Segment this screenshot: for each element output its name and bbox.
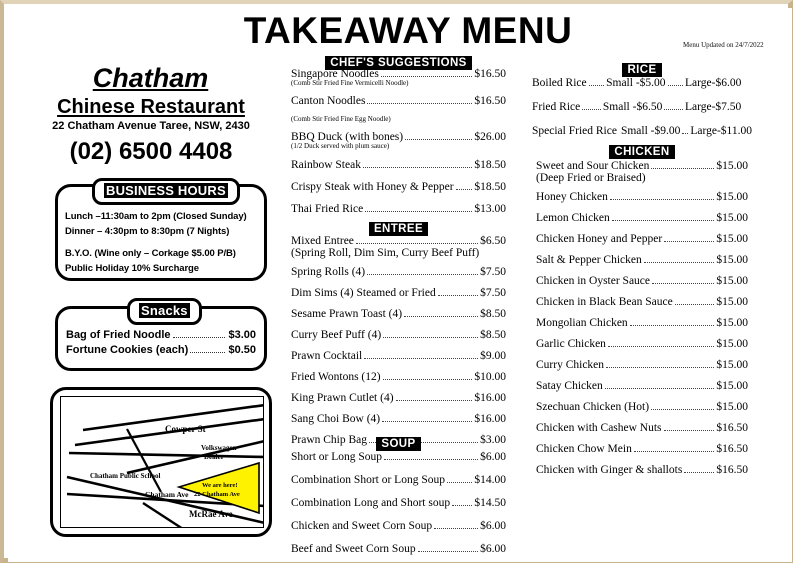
menu-item	[291, 287, 506, 299]
menu-item-name: Spring Rolls (4)	[291, 265, 366, 278]
leader-dots	[664, 430, 715, 431]
menu-updated-date: Menu Updated on 24/7/2022	[683, 41, 764, 49]
menu-item-price: $15.00	[716, 190, 748, 203]
menu-item-name: Singapore Noodles	[291, 68, 379, 80]
menu-item	[291, 235, 506, 247]
leader-dots	[456, 189, 473, 190]
menu-item-price: $16.00	[474, 412, 506, 425]
snack-item-price: $3.00	[228, 329, 256, 341]
leader-dots	[634, 451, 715, 452]
menu-item-price: $15.00	[716, 295, 748, 308]
menu-item	[536, 296, 748, 308]
leader-dots	[610, 199, 715, 200]
menu-item-price: $8.50	[480, 307, 506, 320]
snack-item-name: Bag of Fried Noodle	[66, 329, 171, 341]
menu-item-price: $10.00	[474, 370, 506, 383]
menu-item-name: Prawn Chip Bag	[291, 433, 368, 446]
leader-dots	[684, 472, 714, 473]
menu-item-price: $16.50	[716, 442, 748, 455]
menu-item	[291, 474, 506, 486]
menu-item	[536, 443, 748, 455]
restaurant-name: Chatham	[92, 63, 209, 93]
menu-item-name: Chicken with Ginger & shallots	[536, 463, 683, 476]
leader-dots	[356, 243, 478, 244]
leader-dots	[367, 103, 472, 104]
map-label-chatham-ave: Chatham Ave	[145, 490, 189, 499]
hours-spacer	[65, 241, 261, 248]
rice-item	[532, 77, 757, 89]
menu-item	[536, 160, 748, 172]
menu-section-rice	[532, 77, 757, 137]
leader-dots	[190, 352, 225, 353]
leader-dots	[664, 109, 683, 110]
menu-item-price: $15.00	[716, 253, 748, 266]
snack-item	[66, 344, 256, 356]
menu-item	[536, 212, 748, 224]
menu-item-description: (Comb Stir Fried Fine Egg Noodle)	[291, 114, 391, 123]
menu-item-name: Chicken in Oyster Sauce	[536, 274, 651, 287]
menu-section-chefs-suggestions	[291, 68, 506, 215]
menu-item-name: Combination Long and Short soup	[291, 497, 451, 509]
menu-item	[536, 233, 748, 245]
menu-item	[291, 95, 506, 107]
leader-dots	[447, 482, 472, 483]
menu-item	[291, 329, 506, 341]
leader-dots	[608, 346, 714, 347]
menu-item	[291, 159, 506, 171]
menu-item-name: Fried Wontons (12)	[291, 370, 381, 383]
menu-item-name: Beef and Sweet Corn Soup	[291, 543, 416, 555]
menu-item-price: $15.00	[716, 274, 748, 287]
menu-item-price: $15.00	[716, 232, 748, 245]
menu-item-name: King Prawn Cutlet (4)	[291, 391, 394, 404]
menu-item	[536, 317, 748, 329]
leader-dots	[589, 85, 604, 86]
snacks-heading	[127, 298, 202, 325]
menu-item-description: (Spring Roll, Dim Sim, Curry Beef Puff)	[291, 247, 480, 259]
leader-dots	[365, 211, 472, 212]
menu-item-name: Combination Short or Long Soup	[291, 474, 445, 486]
menu-item	[536, 338, 748, 350]
leader-dots	[404, 316, 478, 317]
hours-line: B.Y.O. (Wine only – Corkage $5.00 P/B)	[65, 248, 236, 259]
menu-item-price: $3.00	[480, 433, 506, 446]
menu-item-name: Curry Chicken	[536, 358, 605, 371]
menu-item-name: Mongolian Chicken	[536, 316, 628, 329]
menu-item-price: $6.50	[480, 235, 506, 247]
page-title: TAKEAWAY MENU	[243, 10, 573, 51]
leader-dots	[381, 76, 473, 77]
leader-dots	[438, 295, 478, 296]
section-header-label: ENTREE	[369, 222, 428, 236]
map-marker-line-1: We are here!	[202, 482, 238, 489]
leader-dots	[418, 551, 479, 552]
rice-item-large-price: Large-$7.50	[685, 101, 742, 113]
menu-item-description: (Deep Fried or Braised)	[536, 172, 646, 184]
section-header-label: SOUP	[376, 437, 420, 451]
leader-dots	[405, 139, 472, 140]
menu-item-name: Chicken with Cashew Nuts	[536, 421, 662, 434]
menu-item-description: (Comb Stir Fried Fine Vermicelli Noodle)	[291, 79, 409, 87]
restaurant-phone: (02) 6500 4408	[69, 138, 233, 165]
menu-item-name: Sweet and Sour Chicken	[536, 160, 650, 172]
menu-item-price: $15.00	[716, 316, 748, 329]
menu-item	[536, 191, 748, 203]
snacks-list	[66, 329, 256, 359]
leader-dots	[612, 220, 715, 221]
menu-item-price: $14.50	[474, 497, 506, 509]
rice-item	[532, 125, 757, 137]
leader-dots	[382, 421, 472, 422]
menu-section-entree	[291, 235, 506, 446]
rice-item-small-price: Small -$5.00	[606, 77, 666, 89]
rice-item-name: Boiled Rice	[532, 77, 587, 89]
menu-item	[291, 350, 506, 362]
menu-item	[291, 497, 506, 509]
leader-dots	[363, 167, 472, 168]
menu-sheet	[8, 8, 792, 562]
leader-dots	[651, 409, 714, 410]
menu-item-name: Sang Choi Bow (4)	[291, 412, 381, 425]
leader-dots	[367, 274, 478, 275]
leader-dots	[664, 241, 714, 242]
menu-item	[536, 422, 748, 434]
menu-item-name: Honey Chicken	[536, 190, 608, 203]
leader-dots	[606, 367, 714, 368]
menu-item-price: $26.00	[474, 131, 506, 144]
leader-dots	[651, 168, 714, 169]
menu-item	[291, 181, 506, 193]
rice-item-large-price: Large-$6.00	[685, 77, 742, 89]
leader-dots	[644, 262, 715, 263]
location-map	[50, 387, 272, 537]
menu-item	[291, 266, 506, 278]
menu-item-price: $16.00	[474, 391, 506, 404]
menu-item-name: Dim Sims (4) Steamed or Fried	[291, 286, 436, 299]
hours-line: Dinner – 4:30pm to 8:30pm (7 Nights)	[65, 226, 230, 237]
section-header-soup	[291, 434, 506, 452]
menu-item-price: $15.00	[716, 400, 748, 413]
menu-item-price: $6.00	[480, 543, 506, 555]
menu-item-name: Chicken and Sweet Corn Soup	[291, 520, 433, 532]
menu-item-name: Canton Noodles	[291, 94, 366, 107]
menu-item	[291, 392, 506, 404]
leader-dots	[630, 325, 715, 326]
restaurant-address: 22 Chatham Avenue Taree, NSW, 2430	[52, 120, 250, 132]
menu-item-name: Mixed Entree	[291, 235, 354, 247]
menu-item-name: Thai Fried Rice	[291, 203, 364, 216]
menu-item-name: Curry Beef Puff (4)	[291, 328, 382, 341]
menu-item-name: Crispy Steak with Honey & Pepper	[291, 181, 454, 194]
menu-item-price: $6.00	[480, 451, 506, 463]
menu-item	[291, 203, 506, 215]
snacks-heading-label: Snacks	[141, 303, 188, 318]
menu-item-price: $8.50	[480, 328, 506, 341]
menu-item-price: $18.50	[474, 159, 506, 172]
leader-dots	[652, 283, 714, 284]
section-header-rice	[532, 60, 752, 78]
menu-section-chicken	[536, 160, 748, 476]
map-canvas	[60, 396, 264, 528]
menu-item-name: Prawn Cocktail	[291, 349, 363, 362]
menu-item-price: $16.50	[716, 421, 748, 434]
map-roads	[61, 397, 264, 528]
section-header-label: CHICKEN	[609, 145, 674, 159]
leader-dots	[682, 133, 688, 134]
menu-item	[291, 308, 506, 320]
menu-item-name: BBQ Duck (with bones)	[291, 131, 404, 144]
rice-item-small-price: Small -$9.00	[620, 125, 681, 137]
leader-dots	[384, 459, 478, 460]
section-header-chicken	[532, 142, 752, 160]
leader-dots	[396, 400, 473, 401]
leader-dots	[383, 337, 478, 338]
map-label-dealer: Dealer	[204, 453, 224, 461]
leader-dots	[675, 304, 715, 305]
menu-item-price: $16.50	[474, 68, 506, 80]
business-hours-heading	[92, 178, 240, 205]
map-label-mcrae-ave: McRae Ave	[189, 509, 233, 519]
snack-item-price: $0.50	[228, 344, 256, 356]
business-hours-content	[65, 211, 261, 274]
menu-item-name: Garlic Chicken	[536, 337, 606, 350]
menu-item-price: $16.50	[716, 463, 748, 476]
map-label-cowper-st: Cowper St	[165, 424, 206, 434]
menu-item-price: $14.00	[474, 474, 506, 486]
snack-item-name: Fortune Cookies (each)	[66, 344, 189, 356]
map-label-chatham-public-school: Chatham Public School	[90, 472, 161, 480]
business-hours-heading-label: BUSINESS HOURS	[106, 183, 226, 198]
section-header-label: RICE	[622, 63, 661, 77]
menu-item-name: Chicken Chow Mein	[536, 442, 632, 455]
menu-item-description: (1/2 Duck served with plum sauce)	[291, 142, 390, 151]
map-label-volkswagen: Volkswagen	[201, 444, 237, 452]
leader-dots	[173, 337, 226, 338]
menu-item-price: $9.00	[480, 349, 506, 362]
menu-item-name: Salt & Pepper Chicken	[536, 253, 642, 266]
section-header-label: CHEF'S SUGGESTIONS	[325, 56, 471, 70]
restaurant-subtitle: Chinese Restaurant	[57, 96, 245, 118]
menu-item-price: $6.00	[480, 520, 506, 532]
menu-item	[291, 520, 506, 532]
menu-item	[291, 371, 506, 383]
menu-item	[536, 380, 748, 392]
rice-item	[532, 101, 757, 113]
menu-item-price: $18.50	[474, 181, 506, 194]
leader-dots	[582, 109, 601, 110]
rice-item-name: Special Fried Rice	[532, 125, 617, 137]
menu-item-name: Chicken Honey and Pepper	[536, 232, 663, 245]
menu-item	[536, 401, 748, 413]
leader-dots	[364, 358, 478, 359]
menu-item-price: $7.50	[480, 286, 506, 299]
menu-item-name: Satay Chicken	[536, 379, 603, 392]
menu-item-price: $15.00	[716, 379, 748, 392]
menu-item	[536, 464, 748, 476]
menu-item-price: $15.00	[716, 358, 748, 371]
menu-item	[291, 543, 506, 555]
leader-dots	[605, 388, 715, 389]
menu-item-name: Sesame Prawn Toast (4)	[291, 307, 403, 320]
menu-item	[291, 451, 506, 463]
menu-item	[536, 275, 748, 287]
rice-item-small-price: Small -$6.50	[602, 101, 663, 113]
hours-line: Public Holiday 10% Surcharge	[65, 263, 199, 274]
leader-dots	[668, 85, 683, 86]
menu-item-name: Short or Long Soup	[291, 451, 383, 463]
rice-item-name: Fried Rice	[532, 101, 581, 113]
menu-item-price: $16.50	[474, 94, 506, 107]
menu-item-name: Lemon Chicken	[536, 211, 610, 224]
menu-item-name: Chicken in Black Bean Sauce	[536, 295, 673, 308]
rice-item-large-price: Large-$11.00	[690, 125, 753, 137]
leader-dots	[434, 528, 478, 529]
menu-section-soup	[291, 451, 506, 555]
map-marker-line-2: 22 Chatham Ave	[194, 491, 240, 498]
leader-dots	[383, 379, 473, 380]
menu-item-price: $15.00	[716, 337, 748, 350]
snack-item	[66, 329, 256, 341]
menu-item	[536, 254, 748, 266]
menu-item-price: $15.00	[716, 160, 748, 172]
menu-item-price: $7.50	[480, 265, 506, 278]
leader-dots	[452, 505, 472, 506]
menu-item-price: $15.00	[716, 211, 748, 224]
menu-item-name: Rainbow Steak	[291, 159, 361, 172]
menu-item	[536, 359, 748, 371]
menu-item-name: Szechuan Chicken (Hot)	[536, 400, 650, 413]
hours-line: Lunch –11:30am to 2pm (Closed Sunday)	[65, 211, 247, 222]
menu-item-price: $13.00	[474, 203, 506, 216]
menu-item	[291, 413, 506, 425]
